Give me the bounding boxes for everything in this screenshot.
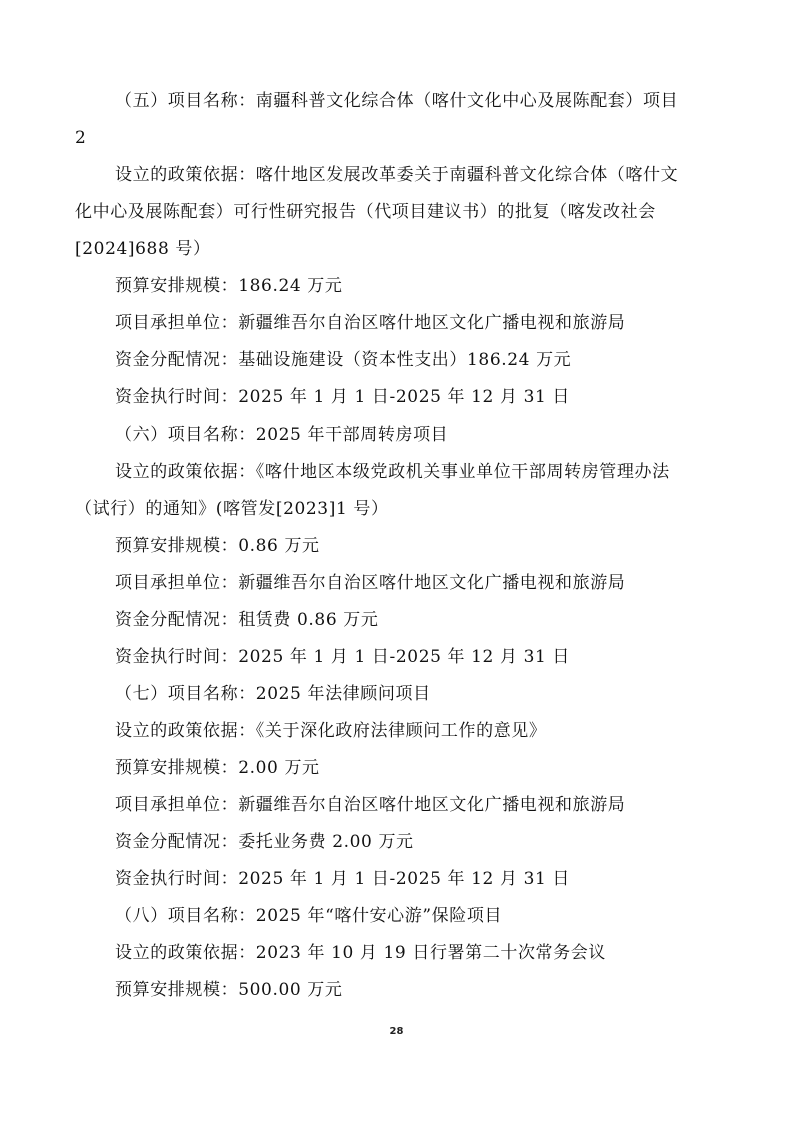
- section-8-title: （八）项目名称：2025 年“喀什安心游”保险项目: [115, 906, 503, 926]
- section-7-unit: 项目承担单位：新疆维吾尔自治区喀什地区文化广播电视和旅游局: [115, 795, 626, 815]
- section-8-policy: 设立的政策依据：2023 年 10 月 19 日行署第二十次常务会议: [115, 943, 606, 963]
- section-5-period: 资金执行时间：2025 年 1 月 1 日-2025 年 12 月 31 日: [115, 387, 571, 407]
- section-7-allocation: 资金分配情况：委托业务费 2.00 万元: [115, 832, 414, 852]
- section-6-policy-cont: （试行）的通知》(喀管发[2023]1 号）: [75, 499, 389, 519]
- section-6-period: 资金执行时间：2025 年 1 月 1 日-2025 年 12 月 31 日: [115, 647, 571, 667]
- page-number: 28: [389, 1026, 404, 1037]
- section-5-title: （五）项目名称：南疆科普文化综合体（喀什文化中心及展陈配套）项目: [115, 91, 679, 111]
- section-5-allocation: 资金分配情况：基础设施建设（资本性支出）186.24 万元: [115, 350, 572, 370]
- section-6-budget: 预算安排规模：0.86 万元: [115, 536, 320, 556]
- section-6-unit: 项目承担单位：新疆维吾尔自治区喀什地区文化广播电视和旅游局: [115, 573, 626, 593]
- section-6-allocation: 资金分配情况：租赁费 0.86 万元: [115, 610, 379, 630]
- section-7-title: （七）项目名称：2025 年法律顾问项目: [115, 684, 431, 704]
- section-5-unit: 项目承担单位：新疆维吾尔自治区喀什地区文化广播电视和旅游局: [115, 313, 626, 333]
- section-5-policy: 设立的政策依据：喀什地区发展改革委关于南疆科普文化综合体（喀什文: [115, 165, 679, 185]
- section-5-policy-cont2: [2024]688 号）: [75, 239, 211, 259]
- section-5-title-cont: 2: [75, 128, 87, 148]
- section-8-budget: 预算安排规模：500.00 万元: [115, 980, 343, 1000]
- section-5-budget: 预算安排规模：186.24 万元: [115, 276, 343, 296]
- section-7-budget: 预算安排规模：2.00 万元: [115, 758, 320, 778]
- section-6-title: （六）项目名称：2025 年干部周转房项目: [115, 425, 449, 445]
- section-7-policy: 设立的政策依据：《关于深化政府法律顾问工作的意见》: [115, 721, 547, 741]
- section-6-policy: 设立的政策依据：《喀什地区本级党政机关事业单位干部周转房管理办法: [115, 462, 670, 482]
- section-7-period: 资金执行时间：2025 年 1 月 1 日-2025 年 12 月 31 日: [115, 869, 571, 889]
- section-5-policy-cont1: 化中心及展陈配套）可行性研究报告（代项目建议书）的批复（喀发改社会: [75, 202, 656, 222]
